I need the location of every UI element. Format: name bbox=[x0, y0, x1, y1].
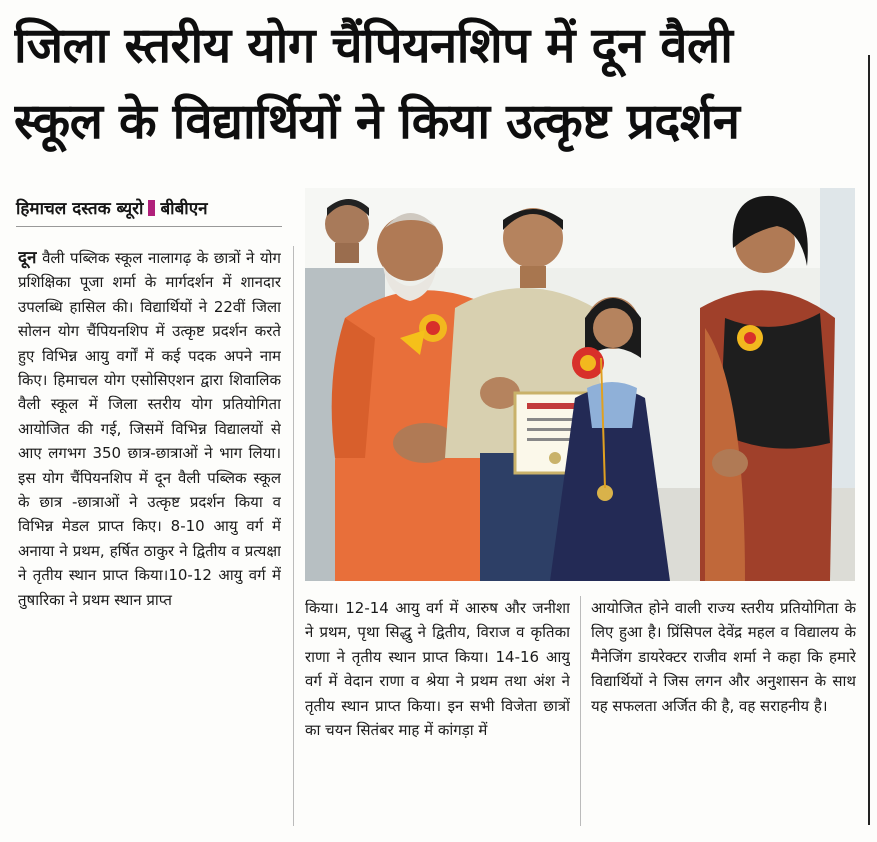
byline-bureau: हिमाचल दस्तक ब्यूरो bbox=[16, 199, 144, 219]
headline-line-2: स्कूल के विद्यार्थियों ने किया उत्कृष्ट प्रदर्शन bbox=[14, 93, 740, 150]
byline-location: बीबीएन bbox=[160, 199, 208, 219]
column-2-text: किया। 12-14 आयु वर्ग में आरुष और जनीशा ने प्रथम, पृथा सिद्धु ने द्वितीय, विराज व कृतिका राणा ने तृतीय स्थान प्राप्त किया। 14-16 आयु वर्ग में वेदान राणा व श्रेया ने प्रथम तथा अंश ने तृतीय स्थान प्राप्त किया। इन सभी विजेता छात्रों का चयन सितंबर माह में कांगड़ा में bbox=[305, 599, 570, 740]
headline bbox=[14, 8, 864, 160]
byline bbox=[16, 192, 282, 227]
column-divider bbox=[293, 246, 294, 826]
article-column-1 bbox=[18, 246, 281, 826]
news-photo bbox=[305, 188, 855, 581]
article-column-2 bbox=[305, 596, 570, 826]
column-1-text: वैली पब्लिक स्कूल नालागढ़ के छात्रों ने योग प्रशिक्षिका पूजा शर्मा के मार्गदर्शन में शानदार उपलब्धि हासिल की। विद्यार्थियों ने 22वीं जिला सोलन योग चैंपियनशिप में उत्कृष्ट प्रदर्शन करते हुए विभिन्न आयु वर्गों में कई पदक अपने नाम किए। हिमाचल योग एसोसिएशन द्वारा शिवालिक वैली स्कूल में जिला स्तरीय योग प्रतियोगिता आयोजित की गई, जिसमें विभिन्न विद्यालयों से आए लगभग 350 छात्र-छात्राओं ने भाग लिया। इस योग चैंपियनशिप में दून वैली पब्लिक स्कूल के छात्र -छात्राओं ने उत्कृष्ट प्रदर्शन किया व विभिन्न मेडल प्राप्त किए। 8-10 आयु वर्ग में अनाया ने प्रथम, हर्षित ठाकुर ने द्वितीय व प्रत्यक्षा ने तृतीय स्थान प्राप्त किया।10-12 आयु वर्ग में तुषारिका ने प्रथम स्थान प्राप्त bbox=[18, 249, 281, 609]
award-ceremony-illustration bbox=[305, 188, 855, 581]
headline-line-1: जिला स्तरीय योग चैंपियनशिप में दून वैली bbox=[14, 17, 733, 74]
byline-separator bbox=[148, 200, 155, 216]
column-divider bbox=[580, 596, 581, 826]
page-edge-rule bbox=[868, 55, 870, 825]
column-3-text: आयोजित होने वाली राज्य स्तरीय प्रतियोगिता के लिए हुआ है। प्रिंसिपल देवेंद्र महल व विद्यालय के मैनेजिंग डायरेक्टर राजीव शर्मा ने कहा कि हमारे विद्यार्थियों ने जिस लगन और अनुशासन के साथ यह सफलता अर्जित की है, वह सराहनीय है। bbox=[591, 599, 856, 715]
lead-word: दून bbox=[18, 248, 37, 268]
article-column-3 bbox=[591, 596, 856, 826]
